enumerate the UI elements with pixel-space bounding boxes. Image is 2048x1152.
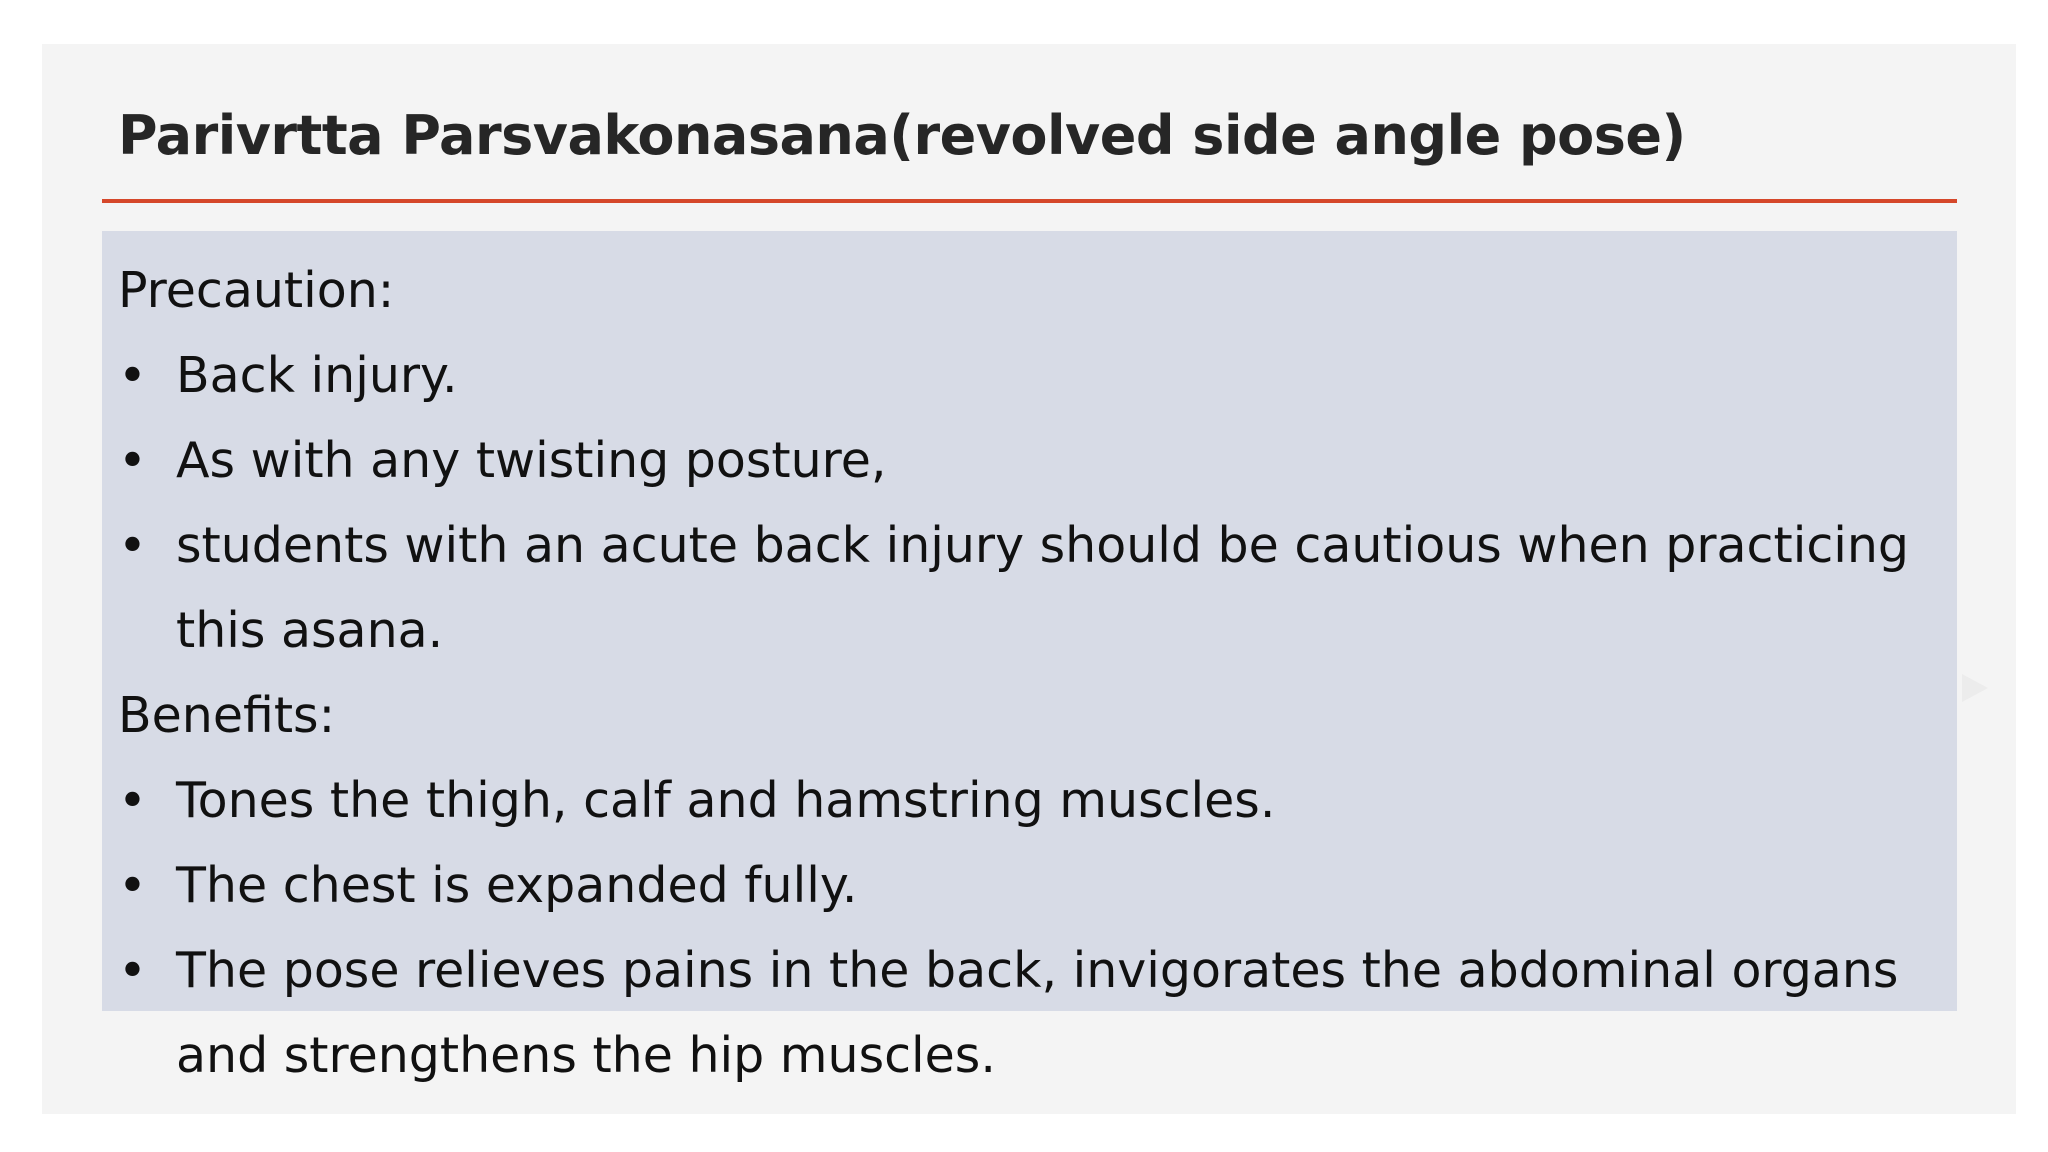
list-item bbox=[118, 843, 1938, 928]
title-divider bbox=[102, 199, 1957, 203]
slide-title: Parivrtta Parsvakonasana(revolved side angle pose) bbox=[118, 104, 1686, 167]
list-item bbox=[118, 758, 1938, 843]
list-item bbox=[118, 333, 1938, 418]
bullet-icon: • bbox=[118, 347, 147, 404]
benefits-list bbox=[118, 758, 1938, 1098]
bullet-icon: • bbox=[118, 432, 147, 489]
precaution-item-text: As with any twisting posture, bbox=[176, 432, 887, 489]
list-item bbox=[118, 503, 1938, 673]
benefits-heading: Benefits: bbox=[118, 687, 336, 744]
next-slide-arrow-icon[interactable] bbox=[1962, 674, 1988, 702]
precaution-item-text: students with an acute back injury should be cautious when practicing this asana. bbox=[176, 517, 1910, 659]
bullet-icon: • bbox=[118, 857, 147, 914]
benefit-item-text: The pose relieves pains in the back, invigorates the abdominal organs and strengthens the hip muscles. bbox=[176, 942, 1899, 1084]
slide-body bbox=[118, 248, 1938, 1098]
list-item bbox=[118, 418, 1938, 503]
precaution-item-text: Back injury. bbox=[176, 347, 458, 404]
bullet-icon: • bbox=[118, 942, 147, 999]
benefit-item-text: The chest is expanded fully. bbox=[176, 857, 858, 914]
list-item bbox=[118, 928, 1938, 1098]
bullet-icon: • bbox=[118, 772, 147, 829]
bullet-icon: • bbox=[118, 517, 147, 574]
benefit-item-text: Tones the thigh, calf and hamstring muscles. bbox=[176, 772, 1276, 829]
precaution-heading: Precaution: bbox=[118, 262, 395, 319]
slide bbox=[42, 44, 2016, 1114]
precaution-list bbox=[118, 333, 1938, 673]
